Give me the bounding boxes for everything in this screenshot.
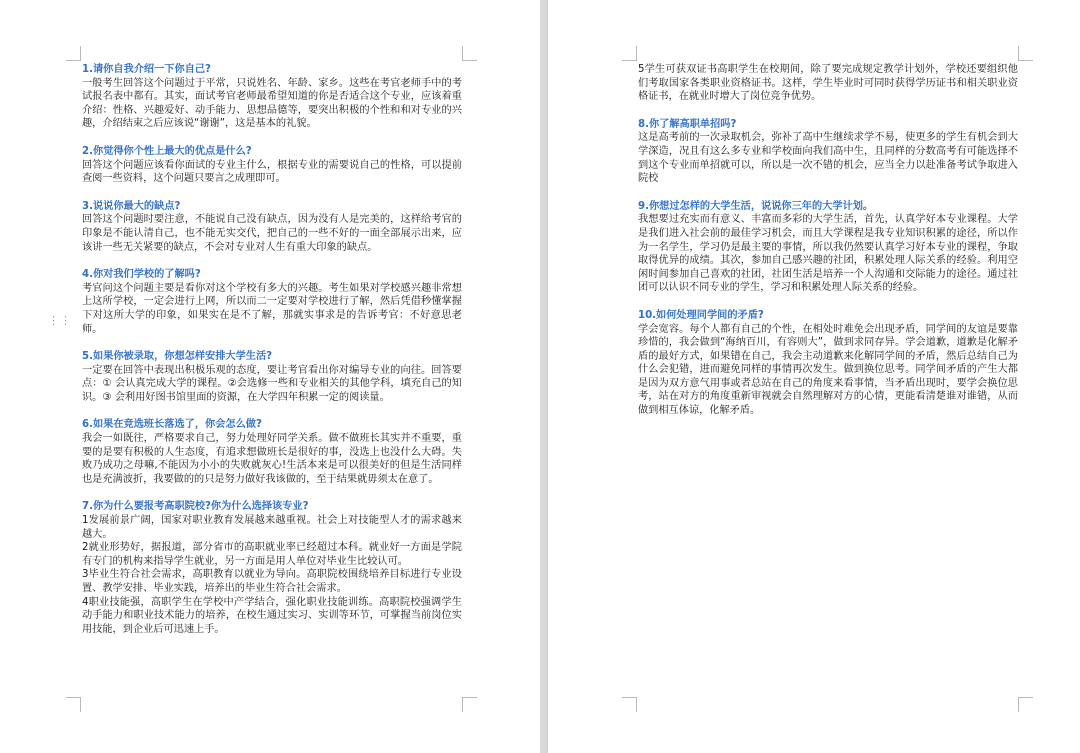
- qa-section: [82, 200, 462, 254]
- question-title: 7.你为什么要报考高职院校?你为什么选择该专业?: [82, 501, 309, 513]
- drag-handle-icon[interactable]: ⋮⋮: [48, 314, 72, 327]
- question-title: 5.如果你被录取，你想怎样安排大学生活?: [82, 351, 273, 363]
- question-title: 2.你觉得你个性上最大的优点是什么?: [82, 145, 252, 157]
- page-corner-mark: [66, 46, 81, 61]
- answer-paragraph: 一定要在回答中表现出积极乐观的态度，要让考官看出你对编导专业的向往。回答要点：① 会认真完成大学的课程。②会选修一些和专业相关的其他学科，填充自己的知识。③ 会利用好图书馆里面的资源，在大学四年积累一定的阅读量。: [82, 364, 462, 403]
- qa-section: [82, 500, 462, 636]
- answer-paragraph: 一般考生回答这个问题过于平常，只说姓名、年龄、家乡。这些在考官老师手中的考试报名表中都有。其实，面试考官老师最希望知道的你是否适合这个专业，应该着重介绍：性格、兴趣爱好、动手能力、思想品德等，要突出积极的个性和和对专业的兴趣，介绍结束之后应该说“谢谢”，这是基本的礼貌。: [82, 77, 462, 130]
- answer-paragraph: 4职业技能强，高职学生在学校中产学结合，强化职业技能训练。高职院校强调学生动手能力和职业技术能力的培养，在校生通过实习、实训等环节，可掌握当前岗位实用技能，到企业后可迅速上手。: [82, 596, 462, 635]
- qa-section: [638, 309, 1018, 418]
- answer-paragraph: 我会一如既往，严格要求自己，努力处理好同学关系。做不做班长其实并不重要，重要的是要有积极的人生态度，有追求想做班长是很好的事，没选上也没什么大碍。失败乃成功之母嘛,不能因为小小的失败就灰心!生活本来是可以很美好的但是生活同样也是充满波折，我要做的的只是努力做好我该做的，至于结果就毋须太在意了。: [82, 433, 462, 485]
- question-title: 6.如果在竞选班长落选了，你会怎么做?: [82, 419, 262, 431]
- question-title: 4.你对我们学校的了解吗?: [82, 269, 201, 281]
- question-title: 8.你了解高职单招吗?: [638, 118, 737, 130]
- answer-paragraph: 考官问这个问题主要是看你对这个学校有多大的兴趣。考生如果对学校感兴趣非常想上这所学校，一定会进行上网，所以而二一定要对学校进行了解，然后凭借秒懂掌握下对这所大学的印象，如果实在是不了解，那就实事求是的告诉考官：不好意思老师。: [82, 282, 462, 335]
- answer-paragraph: 2就业形势好，据报道，部分省市的高职就业率已经超过本科。就业好一方面是学院有专门的机构来指导学生就业，另一方面是用人单位对毕业生比较认可。: [82, 542, 462, 567]
- page-corner-mark: [622, 697, 637, 712]
- document-page-right: [548, 0, 1080, 753]
- answer-paragraph: 这是高考前的一次录取机会，弥补了高中生继续求学不易，使更多的学生有机会到大学深造，况且有这么多专业和学校面向我们高中生，且同样的分数高考有可能选择不到这个专业而单招就可以，所以是一次不错的机会，应当全力以赴准备考试争取进入院校: [638, 132, 1018, 185]
- right-column-content: [638, 63, 1018, 432]
- question-title: 9.你想过怎样的大学生活，说说你三年的大学计划。: [638, 200, 874, 212]
- left-column-content: [82, 63, 462, 650]
- qa-section: [82, 418, 462, 486]
- qa-section: [82, 268, 462, 336]
- answer-paragraph: 我想要过充实而有意义、丰富而多彩的大学生活，首先，认真学好本专业课程。大学是我们进入社会前的最佳学习机会，而且大学课程是我专业知识积累的途径，所以作为一名学生，学习仍是最主要的事情，所以我仍然要认真学习好本专业的课程，争取取得优异的成绩。其次，参加自己感兴趣的社团，积累处理人际关系的经验。利用空闲时间参加自己喜欢的社团，社团生活是培养一个人沟通和交际能力的途径。通过社团可以认识不同专业的学生，学习和积累处理人际关系的经验。: [638, 214, 1018, 294]
- question-title: 10.如何处理同学间的矛盾?: [638, 309, 764, 321]
- qa-section: [82, 145, 462, 186]
- answer-paragraph: 学会宽容。每个人都有自己的个性，在相处时难免会出现矛盾，同学间的友谊是要靠珍惜的，我会做到“海纳百川，有容则大”，做到求同存异。学会道歉，道歉是化解矛盾的最好方式，如果错在自己，我会主动道歉来化解同学间的矛盾，然后总结自己为什么会犯错，进而避免同样的事情再次发生。做到换位思考。同学间矛盾的产生大都是因为双方意气用事或者总站在自己的角度来看事情，当矛盾出现时，要学会换位思考，站在对方的角度重新审视就会自然理解对方的心情，更能看清楚谁对谁错，从而做到相互体谅，化解矛盾。: [638, 323, 1018, 417]
- page-corner-mark: [462, 697, 477, 712]
- page-corner-mark: [622, 46, 637, 61]
- qa-section: [82, 350, 462, 404]
- page-corner-mark: [1018, 697, 1033, 712]
- qa-section: [82, 63, 462, 131]
- qa-section: [638, 63, 1018, 104]
- question-title: 3.说说你最大的缺点?: [82, 200, 181, 212]
- answer-paragraph: 5学生可获双证书高职学生在校期间，除了要完成规定教学计划外，学校还要组织他们考取国家各类职业资格证书。这样，学生毕业时可同时获得学历证书和相关职业资格证书，在就业时增大了岗位竞争优势。: [638, 64, 1018, 103]
- qa-section: [638, 200, 1018, 295]
- answer-paragraph: 1发展前景广阔，国家对职业教育发展越来越重视。社会上对技能型人才的需求越来越大。: [82, 515, 462, 540]
- question-title: 1.请你自我介绍一下你自己?: [82, 64, 211, 75]
- answer-paragraph: 回答这个问题应该看你面试的专业主什么，根据专业的需要说自己的性格，可以提前查阅一些资料，这个问题只要言之成理即可。: [82, 159, 462, 185]
- qa-section: [638, 118, 1018, 186]
- answer-paragraph: 3毕业生符合社会需求，高职教育以就业为导向。高职院校围绕培养目标进行专业设置、教学安排、毕业实践，培养出的毕业生符合社会需求。: [82, 569, 462, 594]
- page-corner-mark: [66, 697, 81, 712]
- page-corner-mark: [462, 46, 477, 61]
- page-corner-mark: [1018, 46, 1033, 61]
- answer-paragraph: 回答这个问题时要注意，不能说自己没有缺点，因为没有人是完美的，这样给考官的印象是不能认清自己，也不能无实交代，把自己的一些不好的一面全部展示出来，应该讲一些无关紧要的缺点，不会对专业对人生有重大印象的缺点。: [82, 214, 462, 253]
- page-gutter: [540, 0, 548, 753]
